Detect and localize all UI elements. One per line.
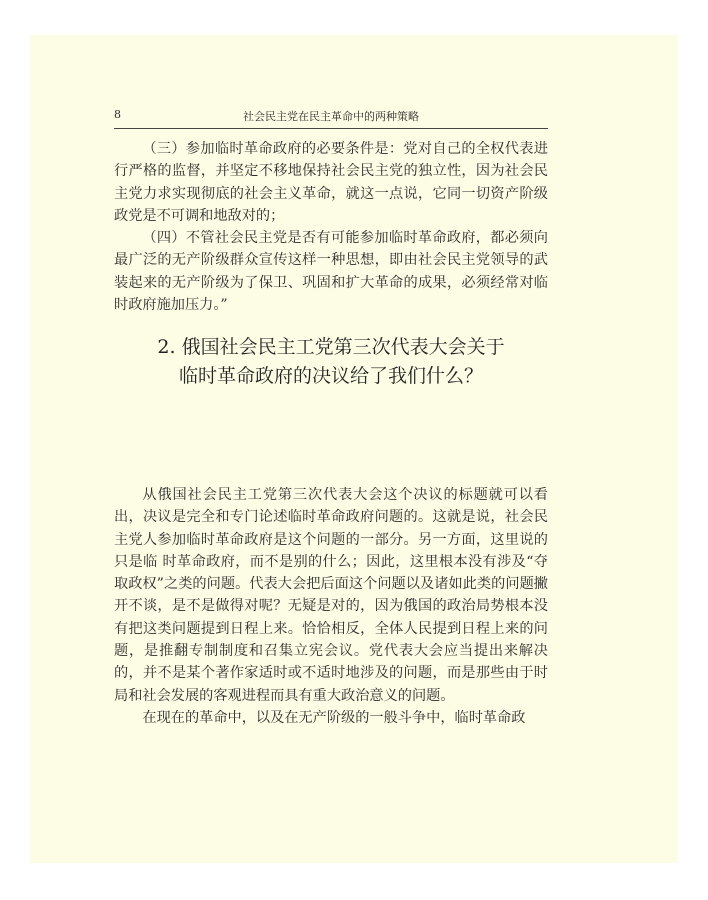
section-heading — [114, 333, 548, 391]
paragraph-current-revolution: 在现在的革命中，以及在无产阶级的一般斗争中，临时革命政 — [142, 709, 526, 726]
page-number: 8 — [114, 108, 121, 121]
running-title: 社会民主党在民主革命中的两种策略 — [243, 110, 419, 123]
body-text-block — [114, 484, 548, 729]
paragraph-resolution-title: 从俄国社会民主工党第三次代表大会这个决议的标题就可以看出，决议是完全和专门论述临时革命政府问题的。这就是说，社会民主党人参加临时革命政府是这个问题的一部分。另一方面，这里说的只是临 时革命政府，而不是别的什么；因此，这里根本没有涉及“夺取政权”之类的问题。代表大会把后面这个问题以及诸如此类的问题撇开不谈，是不是做得对呢？无疑是对的，因为俄国的政治局势根本没有把这类问题提到日程上来。恰恰相反，全体人民提到日程上来的问题，是推翻专制制度和召集立宪会议。党代表大会应当提出来解决的，并不是某个著作家适时或不适时地涉及的问题，而是那些由于时局和社会发展的客观进程而具有重大政治意义的问题。 — [114, 487, 548, 704]
running-header — [114, 108, 548, 124]
header-rule — [114, 128, 548, 129]
paragraph-condition-4: （四）不管社会民主党是否有可能参加临时革命政府，都必须向最广泛的无产阶级群众宣传这样一种思想，即由社会民主党领导的武装起来的无产阶级为了保卫、巩固和扩大革命的成果，必须经常对临时政府施加压力。” — [114, 230, 548, 314]
section-heading-line-2: 临时革命政府的决议给了我们什么？ — [178, 365, 483, 387]
section-heading-line-1: 2. 俄国社会民主工党第三次代表大会关于 — [157, 336, 505, 358]
top-text-block — [114, 138, 548, 316]
paragraph-condition-3: （三）参加临时革命政府的必要条件是：党对自己的全权代表进行严格的监督，并坚定不移地保持社会民主党的独立性，因为社会民主党力求实现彻底的社会主义革命，就这一点说，它同一切资产阶级政党是不可调和地敌对的； — [114, 141, 548, 224]
